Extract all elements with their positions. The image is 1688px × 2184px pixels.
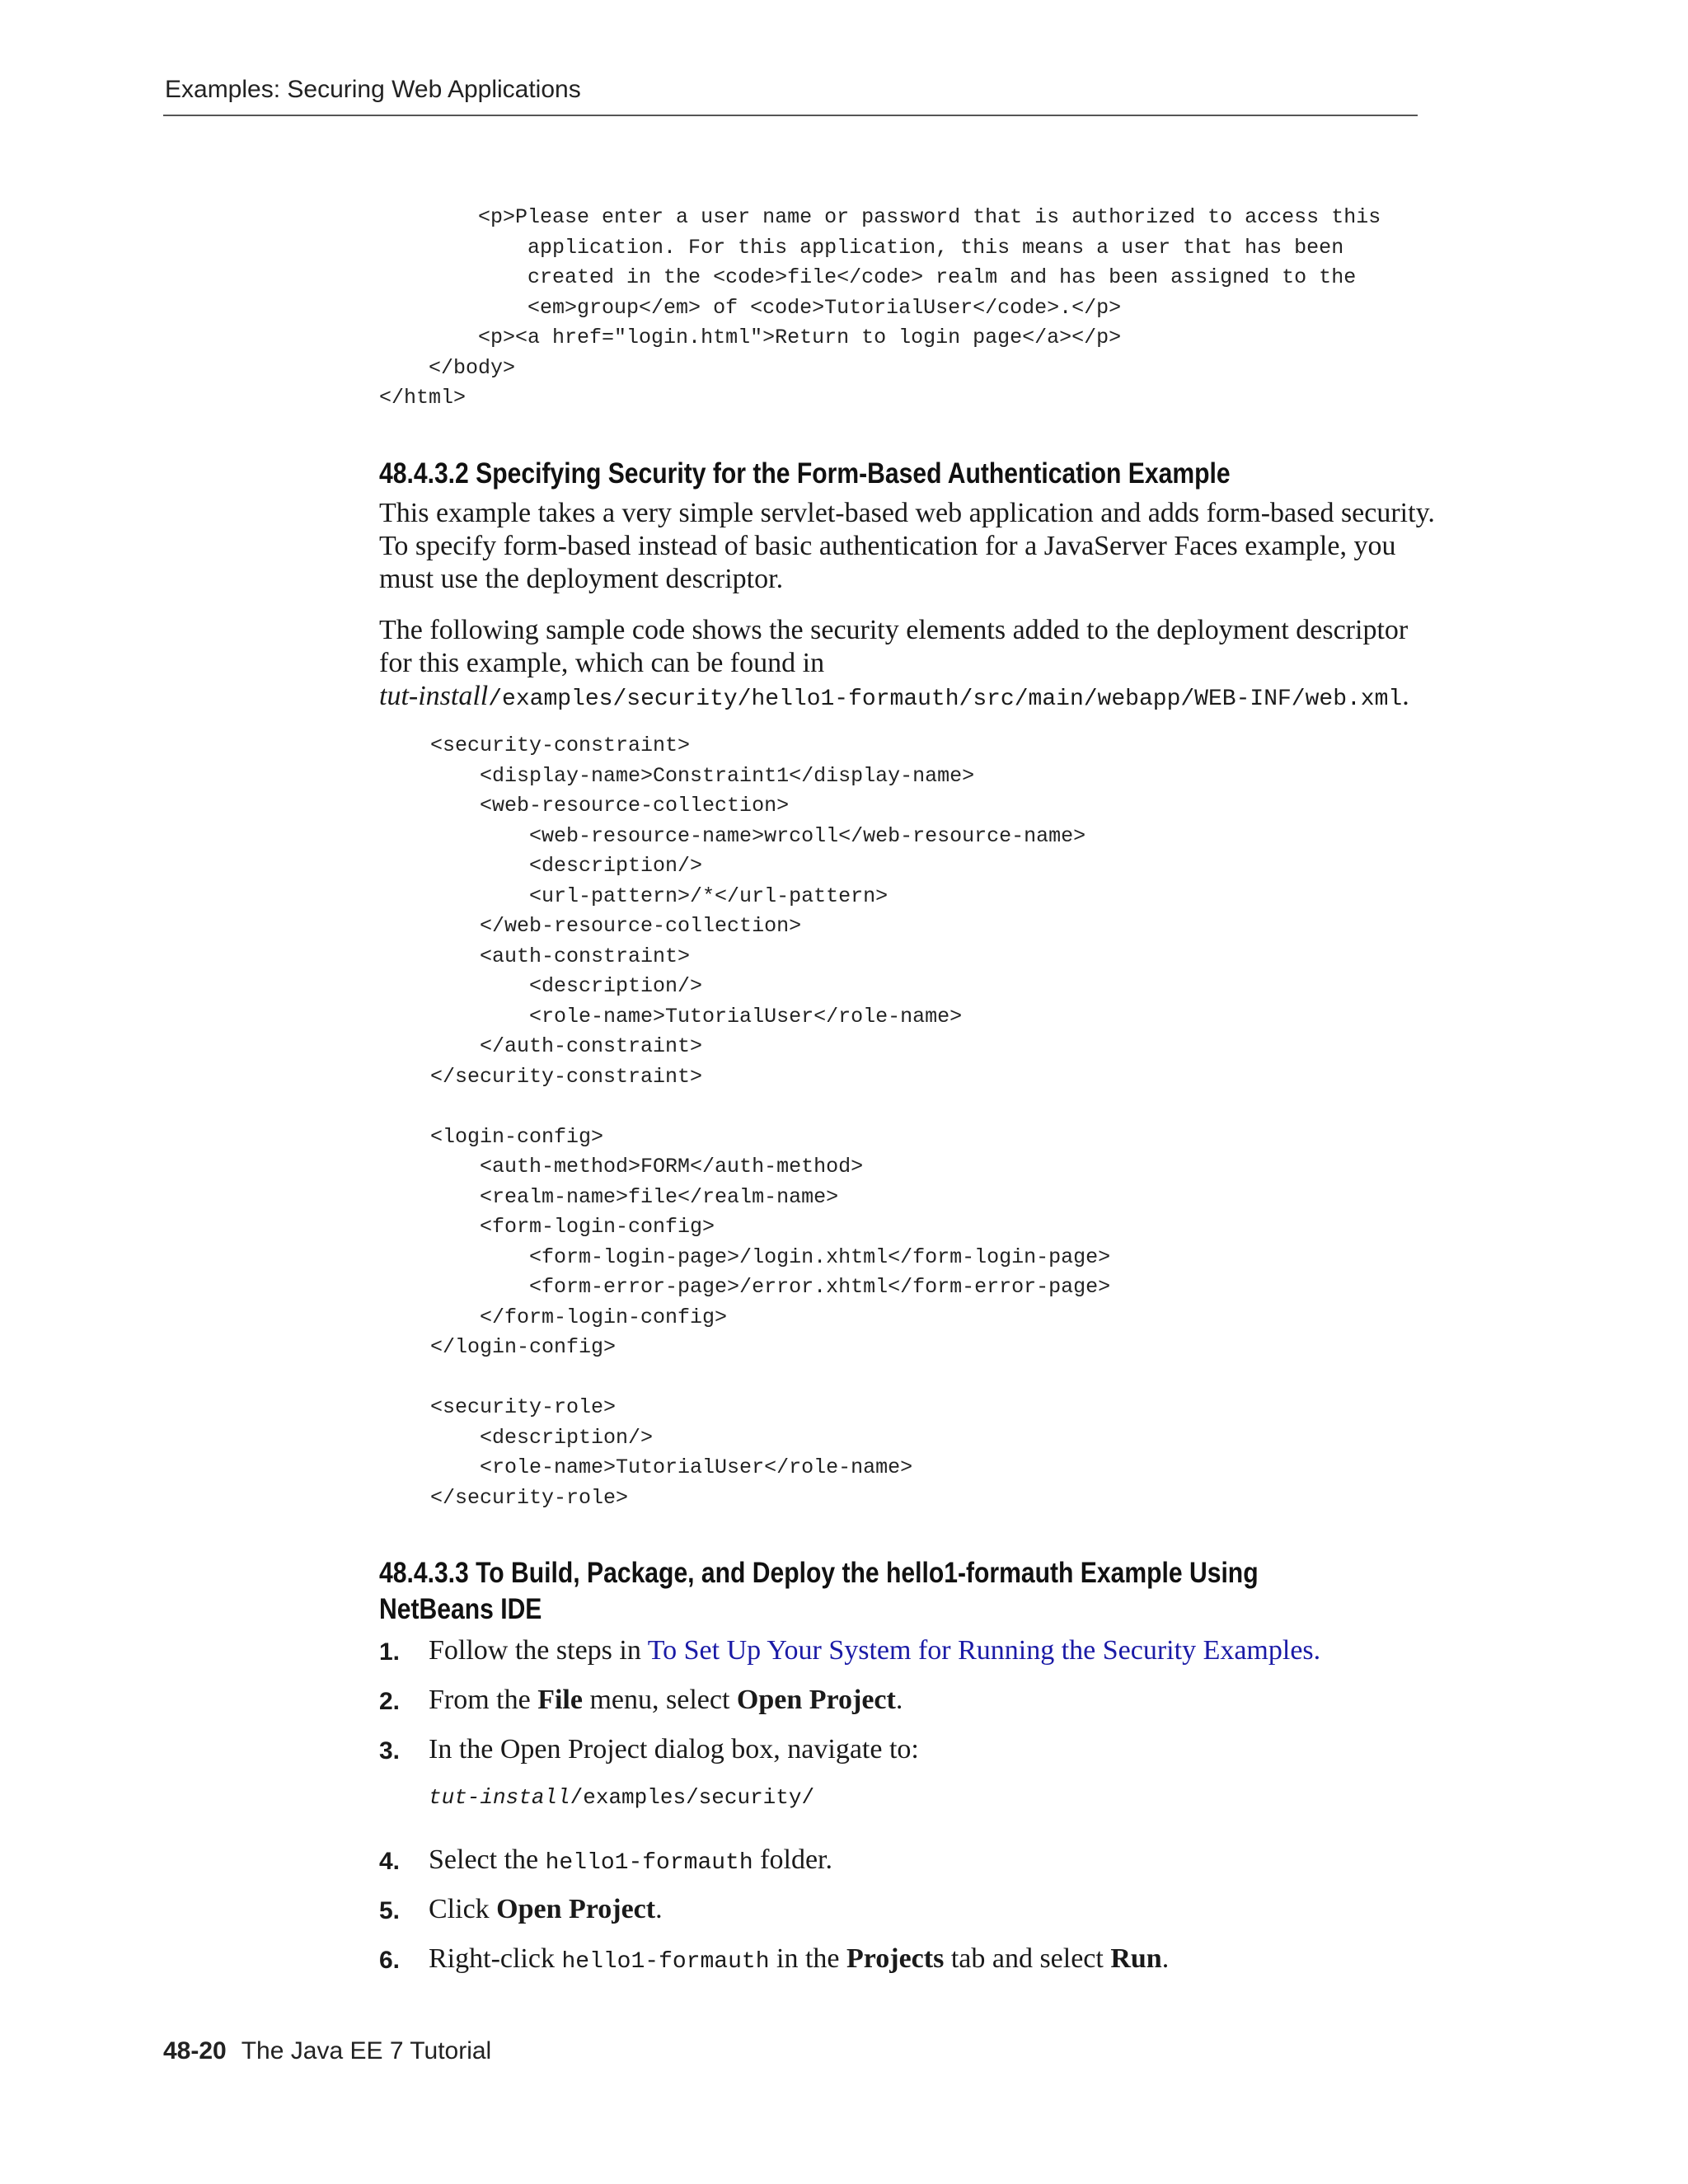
paragraph-sample-code xyxy=(379,614,1442,716)
step-text-part: . xyxy=(655,1894,663,1924)
step-number: 4. xyxy=(379,1848,401,1875)
step-text-part: . xyxy=(895,1685,903,1715)
path-tut-install: tut-install xyxy=(379,681,489,711)
step-number: 3. xyxy=(379,1737,401,1765)
path-web-xml: /examples/security/hello1-formauth/src/main/webapp/WEB-INF/web.xml xyxy=(488,687,1403,712)
path-rest: /examples/security/ xyxy=(570,1785,815,1810)
step-text xyxy=(429,1634,1320,1667)
code-block-web-xml: <security-constraint> <display-name>Constraint1</display-name> <web-resource-collection> <web-resource-name>wrcoll</web-resource-name> <description/> <url-pattern>/*</url-pattern> </web-resource-collection> <auth-constraint> <description/> <role-name>TutorialUser</role-name> </auth-constraint> </security-constraint> <login-config> <auth-method>FORM</auth-method> <realm-name>file</realm-name> <form-login-config> <form-login-page>/login.xhtml</form-login-page> <form-error-page>/error.xhtml</form-error-page> </form-login-config> </login-config> <security-role> <description/> <role-name>TutorialUser</role-name> </security-role> xyxy=(430,733,1111,1510)
setup-security-examples-link[interactable]: To Set Up Your System for Running the Security Examples xyxy=(647,1635,1314,1666)
section-heading-48-4-3-3: 48.4.3.3 To Build, Package, and Deploy the hello1-formauth Example Using NetBeans IDE xyxy=(379,1557,1259,1625)
header-rule xyxy=(163,115,1418,116)
step-number: 2. xyxy=(379,1688,401,1715)
code-block-html-tail: <p>Please enter a user name or password that is authorized to access this application. For this application, this means a user that has been created in the <code>file</code> realm and has been assigned to the <em>group</em> of <code>TutorialUser</code>.</p> <p><a href="login.html">Return to login page</a></p> </body> </html> xyxy=(379,205,1381,410)
step-number: 1. xyxy=(379,1638,401,1666)
step-text xyxy=(429,1943,1169,1979)
section-heading-48-4-3-2: 48.4.3.2 Specifying Security for the Form-Based Authentication Example xyxy=(379,457,1231,490)
step-text-part: menu, select xyxy=(582,1685,737,1715)
page-number: 48-20 xyxy=(163,2037,227,2064)
step-text-part: tab and select xyxy=(944,1943,1111,1974)
step-text-part: . xyxy=(1161,1943,1170,1974)
menu-item-open-project: Open Project xyxy=(736,1685,896,1715)
step-text xyxy=(429,1893,663,1926)
step-text-part: Follow the steps in xyxy=(429,1635,648,1666)
step-number: 5. xyxy=(379,1897,401,1924)
step-text-part: folder. xyxy=(753,1844,832,1875)
navigate-path xyxy=(429,1783,814,1812)
step-text-part: From the xyxy=(429,1685,538,1715)
paragraph-text: The following sample code shows the security elements added to the deployment descriptor for this example, which can be found in xyxy=(379,615,1409,678)
path-tut-install: tut-install xyxy=(429,1785,570,1810)
step-text-part: in the xyxy=(769,1943,846,1974)
folder-name: hello1-formauth xyxy=(545,1850,753,1876)
paragraph-intro: This example takes a very simple servlet-based web application and adds form-based security. To specify form-based instead of basic authentication for a JavaServer Faces example, you must use the deployment descriptor. xyxy=(379,498,1435,594)
step-text-part: Select the xyxy=(429,1844,546,1875)
menu-name-file: File xyxy=(537,1685,583,1715)
step-text-part: Click xyxy=(429,1894,497,1924)
running-header: Examples: Securing Web Applications xyxy=(165,76,581,103)
step-text xyxy=(429,1844,832,1880)
tab-name-projects: Projects xyxy=(846,1943,945,1974)
paragraph-period: . xyxy=(1402,681,1409,711)
button-name-open-project: Open Project xyxy=(496,1894,656,1924)
project-name: hello1-formauth xyxy=(561,1949,770,1975)
step-text xyxy=(429,1684,903,1717)
step-text-part: Right-click xyxy=(429,1943,562,1974)
step-number: 6. xyxy=(379,1947,401,1974)
page-footer xyxy=(163,2037,491,2065)
step-text-part: . xyxy=(1313,1635,1321,1666)
action-name-run: Run xyxy=(1110,1943,1162,1974)
step-text: In the Open Project dialog box, navigate to: xyxy=(429,1734,919,1765)
book-title: The Java EE 7 Tutorial xyxy=(241,2037,492,2064)
